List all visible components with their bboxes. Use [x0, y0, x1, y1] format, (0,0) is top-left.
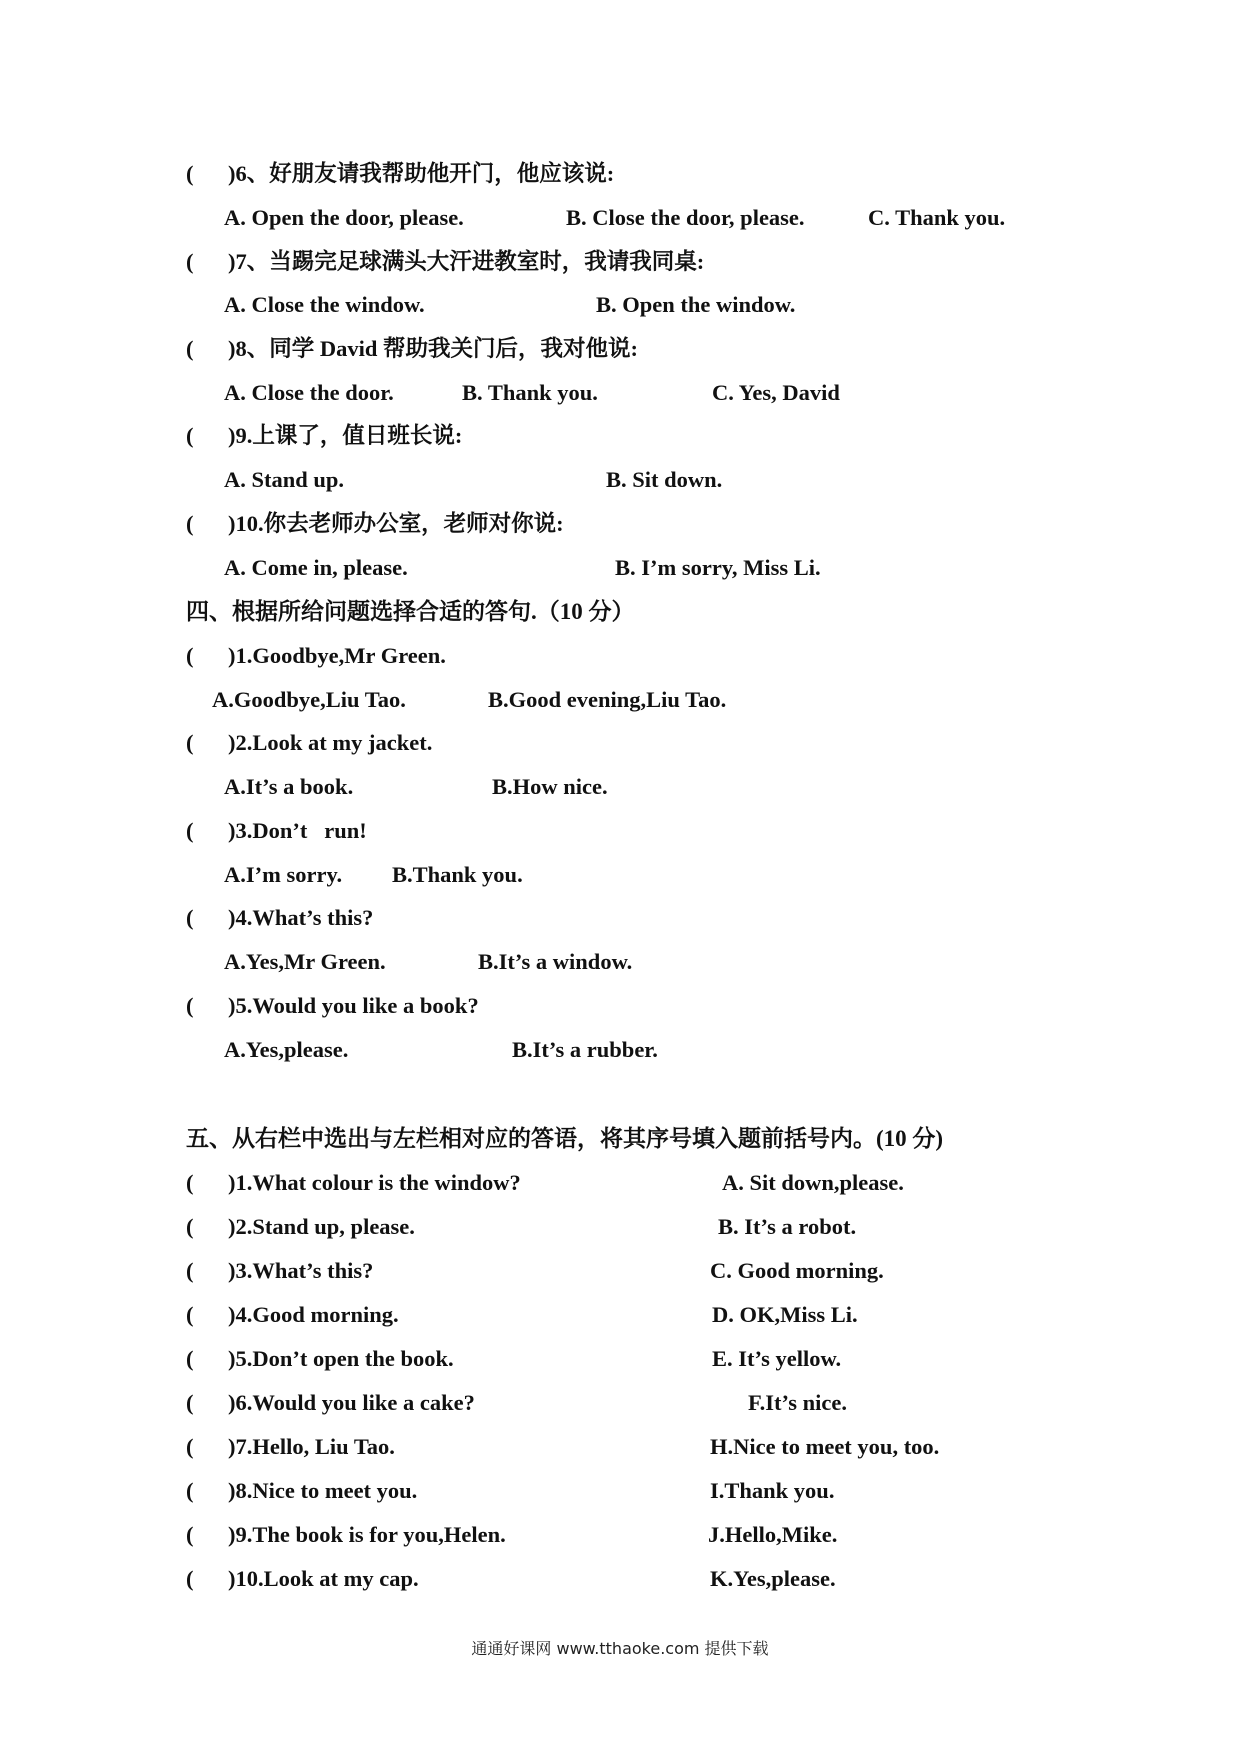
question-text: )7、当踢完足球满头大汗进教室时，我请我同桌: [228, 249, 705, 274]
option-a: A. Close the door. [224, 380, 394, 405]
question-text: )3.Don’t run! [228, 818, 367, 843]
left-item: )8.Nice to meet you. [228, 1478, 418, 1503]
answer-paren[interactable]: ( [186, 1434, 194, 1459]
answer-paren[interactable]: ( [186, 905, 194, 930]
answer-paren[interactable]: ( [186, 1522, 194, 1547]
option-b: B. Open the window. [596, 292, 796, 317]
right-item: D. OK,Miss Li. [712, 1302, 858, 1327]
option-c: C. Yes, David [712, 380, 840, 405]
question-text: )9.上课了，值日班长说: [228, 423, 463, 448]
option-a: A.Goodbye,Liu Tao. [212, 687, 406, 712]
answer-paren[interactable]: ( [186, 730, 194, 755]
option-b: B.It’s a rubber. [512, 1037, 658, 1062]
option-a: A.I’m sorry. [224, 862, 343, 887]
answer-paren[interactable]: ( [186, 1566, 194, 1591]
page-footer: 通通好课网 www.tthaoke.com 提供下载 [471, 1639, 769, 1658]
right-item: I.Thank you. [710, 1478, 835, 1503]
answer-paren[interactable]: ( [186, 1478, 194, 1503]
option-b: B.Good evening,Liu Tao. [488, 687, 727, 712]
answer-paren[interactable]: ( [186, 1214, 194, 1239]
left-item: )7.Hello, Liu Tao. [228, 1434, 395, 1459]
section5-heading: 五、从右栏中选出与左栏相对应的答语，将其序号填入题前括号内。(10 分) [186, 1126, 944, 1151]
question-text: )10.你去老师办公室，老师对你说: [228, 511, 564, 536]
option-b: B.How nice. [492, 774, 608, 799]
left-item: )4.Good morning. [228, 1302, 399, 1327]
answer-paren[interactable]: ( [186, 1258, 194, 1283]
option-a: A. Come in, please. [224, 555, 408, 580]
answer-paren[interactable]: ( [186, 249, 194, 274]
question-text: )1.Goodbye,Mr Green. [228, 643, 446, 668]
answer-paren[interactable]: ( [186, 336, 194, 361]
answer-paren[interactable]: ( [186, 1170, 194, 1195]
question-text: )6、好朋友请我帮助他开门，他应该说: [228, 161, 615, 186]
option-c: C. Thank you. [868, 205, 1006, 230]
option-a: A.Yes,Mr Green. [224, 949, 386, 974]
left-item: )10.Look at my cap. [228, 1566, 419, 1591]
left-item: )5.Don’t open the book. [228, 1346, 454, 1371]
left-item: )1.What colour is the window? [228, 1170, 521, 1195]
question-text: )4.What’s this? [228, 905, 374, 930]
right-item: H.Nice to meet you, too. [710, 1434, 940, 1459]
left-item: )9.The book is for you,Helen. [228, 1522, 506, 1547]
option-a: A. Close the window. [224, 292, 425, 317]
left-item: )6.Would you like a cake? [228, 1390, 475, 1415]
question-text: )8、同学 David 帮助我关门后，我对他说: [228, 336, 638, 361]
right-item: B. It’s a robot. [718, 1214, 857, 1239]
answer-paren[interactable]: ( [186, 993, 194, 1018]
left-item: )2.Stand up, please. [228, 1214, 415, 1239]
option-b: B. I’m sorry, Miss Li. [615, 555, 821, 580]
option-a: A.Yes,please. [224, 1037, 349, 1062]
option-a: A. Open the door, please. [224, 205, 464, 230]
option-b: B.Thank you. [392, 862, 523, 887]
option-b: B. Close the door, please. [566, 205, 805, 230]
answer-paren[interactable]: ( [186, 1302, 194, 1327]
question-text: )2.Look at my jacket. [228, 730, 433, 755]
answer-paren[interactable]: ( [186, 818, 194, 843]
left-item: )3.What’s this? [228, 1258, 374, 1283]
answer-paren[interactable]: ( [186, 161, 194, 186]
option-b: B.It’s a window. [478, 949, 633, 974]
right-item: F.It’s nice. [748, 1390, 847, 1415]
option-a: A. Stand up. [224, 467, 345, 492]
right-item: E. It’s yellow. [712, 1346, 842, 1371]
answer-paren[interactable]: ( [186, 423, 194, 448]
option-b: B. Thank you. [462, 380, 598, 405]
question-text: )5.Would you like a book? [228, 993, 479, 1018]
answer-paren[interactable]: ( [186, 643, 194, 668]
answer-paren[interactable]: ( [186, 511, 194, 536]
right-item: A. Sit down,please. [722, 1170, 904, 1195]
right-item: K.Yes,please. [710, 1566, 836, 1591]
answer-paren[interactable]: ( [186, 1346, 194, 1371]
option-a: A.It’s a book. [224, 774, 354, 799]
answer-paren[interactable]: ( [186, 1390, 194, 1415]
right-item: C. Good morning. [710, 1258, 884, 1283]
section4-heading: 四、根据所给问题选择合适的答句.（10 分） [186, 599, 635, 624]
option-b: B. Sit down. [606, 467, 723, 492]
right-item: J.Hello,Mike. [708, 1522, 838, 1547]
